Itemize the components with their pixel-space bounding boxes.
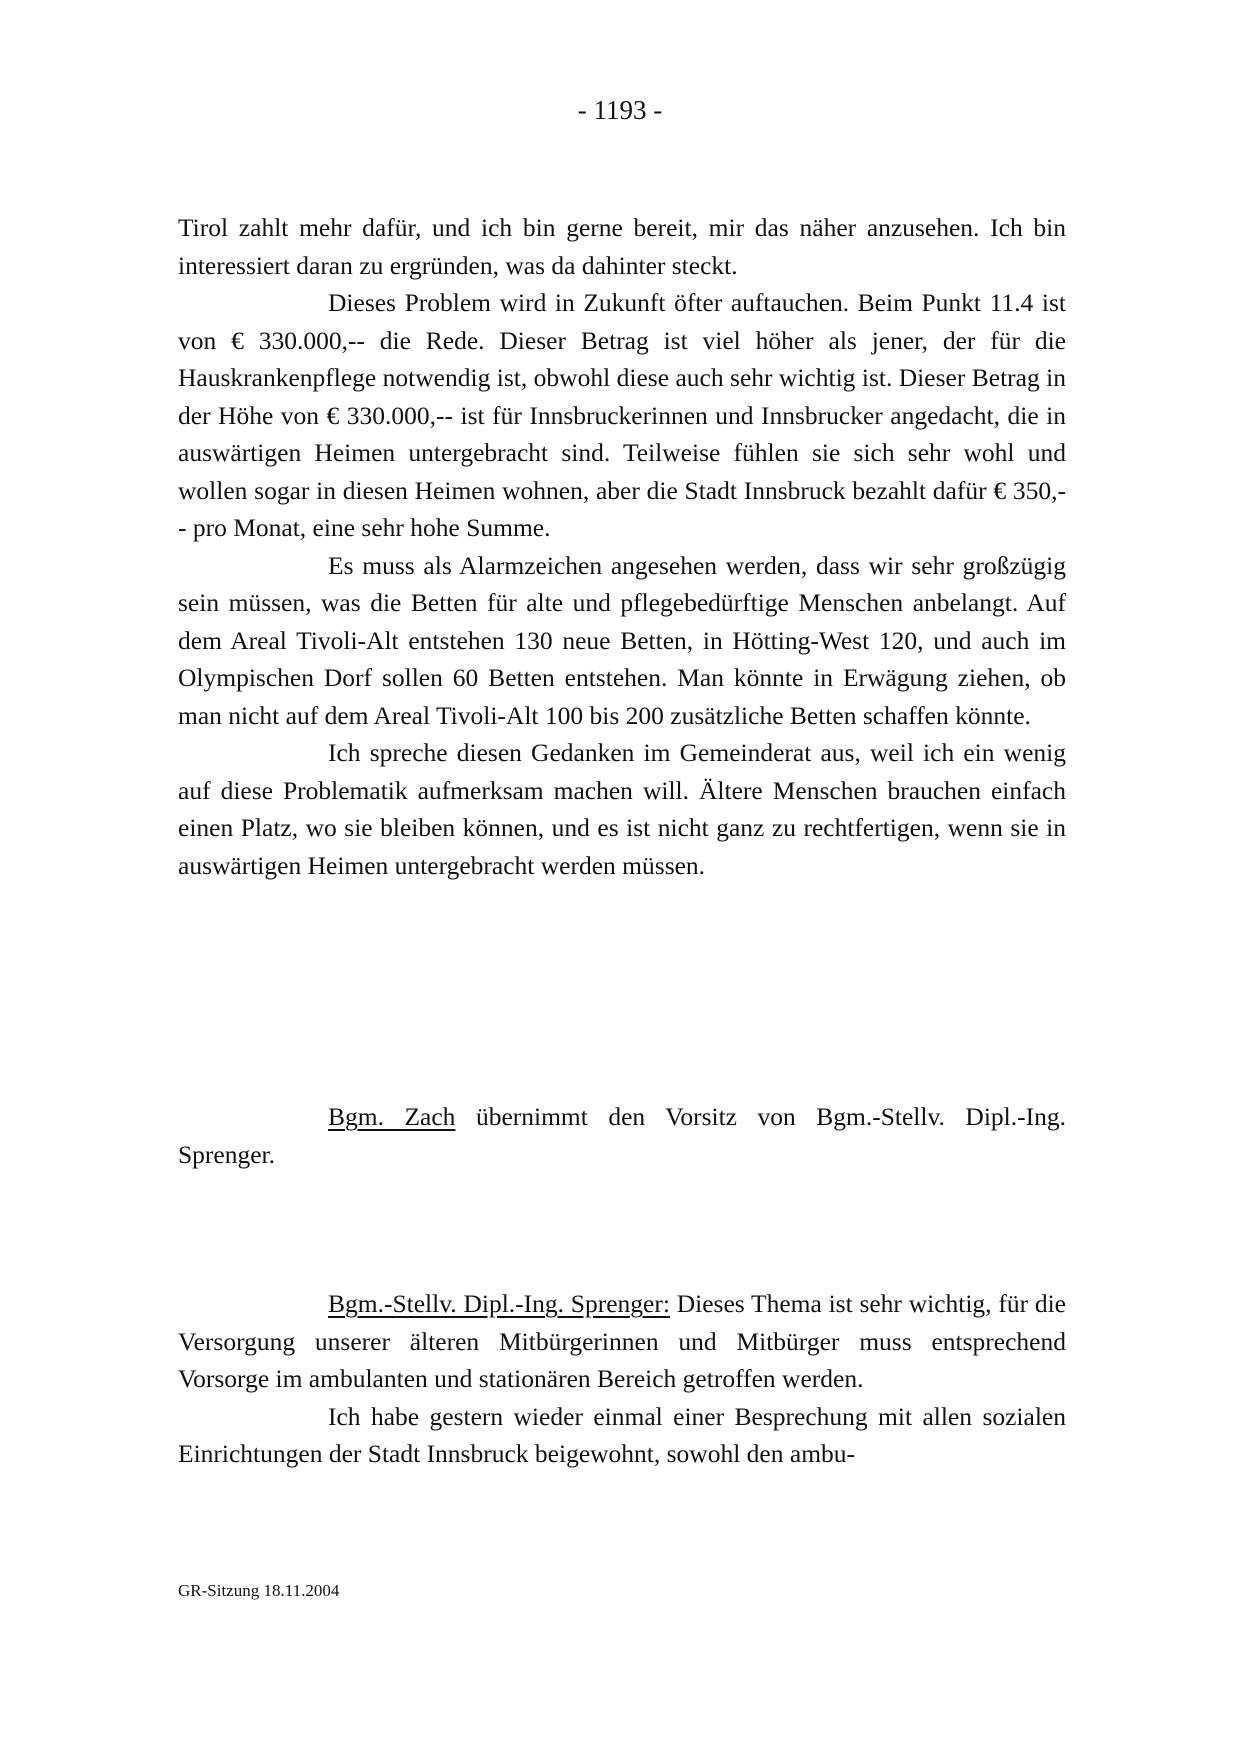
statement-text: Dieses Thema ist sehr wichtig, für die Versorgung unserer älteren Mitbürgerinnen und Mitbürger muss entsprechend Vorsorge im ambulanten und stationären Bereich getroffen werden. xyxy=(178,1289,1066,1393)
paragraph: Ich habe gestern wieder einmal einer Besprechung mit allen sozialen Einrichtungen der Stadt Innsbruck beigewohnt, sowohl den ambu- xyxy=(178,1401,1066,1468)
paragraph xyxy=(178,1285,1066,1398)
paragraph: Tirol zahlt mehr dafür, und ich bin gerne bereit, mir das näher anzusehen. Ich bin interessiert daran zu ergründen, was da dahinter steckt. xyxy=(178,213,1066,280)
paragraph: Es muss als Alarmzeichen angesehen werden, dass wir sehr großzügig sein müssen, was die Betten für alte und pflegebedürftige Menschen anbelangt. Auf dem Areal Tivoli-Alt entstehen 130 neue Betten, in Hötting-West 120, und auch im Olympischen Dorf sollen 60 Betten entstehen. Man könnte in Erwägung ziehen, ob man nicht auf dem Areal Tivoli-Alt 100 bis 200 zusätzliche Betten schaffen könnte. xyxy=(178,550,1066,730)
paragraph: Ich spreche diesen Gedanken im Gemeinderat aus, weil ich ein wenig auf diese Problematik aufmerksam machen will. Ältere Menschen brauchen einfach einen Platz, wo sie bleiben können, und es ist nicht ganz zu rechtfertigen, wenn sie in auswärtigen Heimen untergebracht werden müssen. xyxy=(178,738,1066,880)
paragraph: Dieses Problem wird in Zukunft öfter auftauchen. Beim Punkt 11.4 ist von € 330.000,-- die Rede. Dieser Betrag ist viel höher als jener, der für die Hauskrankenpflege notwendig ist, obwohl diese auch sehr wichtig ist. Dieser Betrag in der Höhe von € 330.000,-- ist für Innsbruckerinnen und Innsbrucker angedacht, die in auswärtigen Heimen untergebracht sind. Teilweise fühlen sie sich sehr wohl und wollen sogar in diesen Heimen wohnen, aber die Stadt Innsbruck bezahlt dafür € 350,-- pro Monat, eine sehr hohe Summe. xyxy=(178,288,1066,542)
statement-text: übernimmt den Vorsitz von Bgm.-Stellv. Dipl.-Ing. Sprenger. xyxy=(178,1102,1066,1169)
paragraph xyxy=(178,1098,1066,1173)
body-text-section xyxy=(178,209,1066,884)
speaker-name: Bgm.-Stellv. Dipl.-Ing. Sprenger: xyxy=(328,1289,670,1318)
page-number: - 1193 - xyxy=(577,95,663,125)
footer-session-date: GR-Sitzung 18.11.2004 xyxy=(178,1581,340,1600)
speech-section xyxy=(178,1285,1066,1473)
speaker-name: Bgm. Zach xyxy=(328,1102,456,1131)
chair-change-note xyxy=(178,1098,1066,1173)
